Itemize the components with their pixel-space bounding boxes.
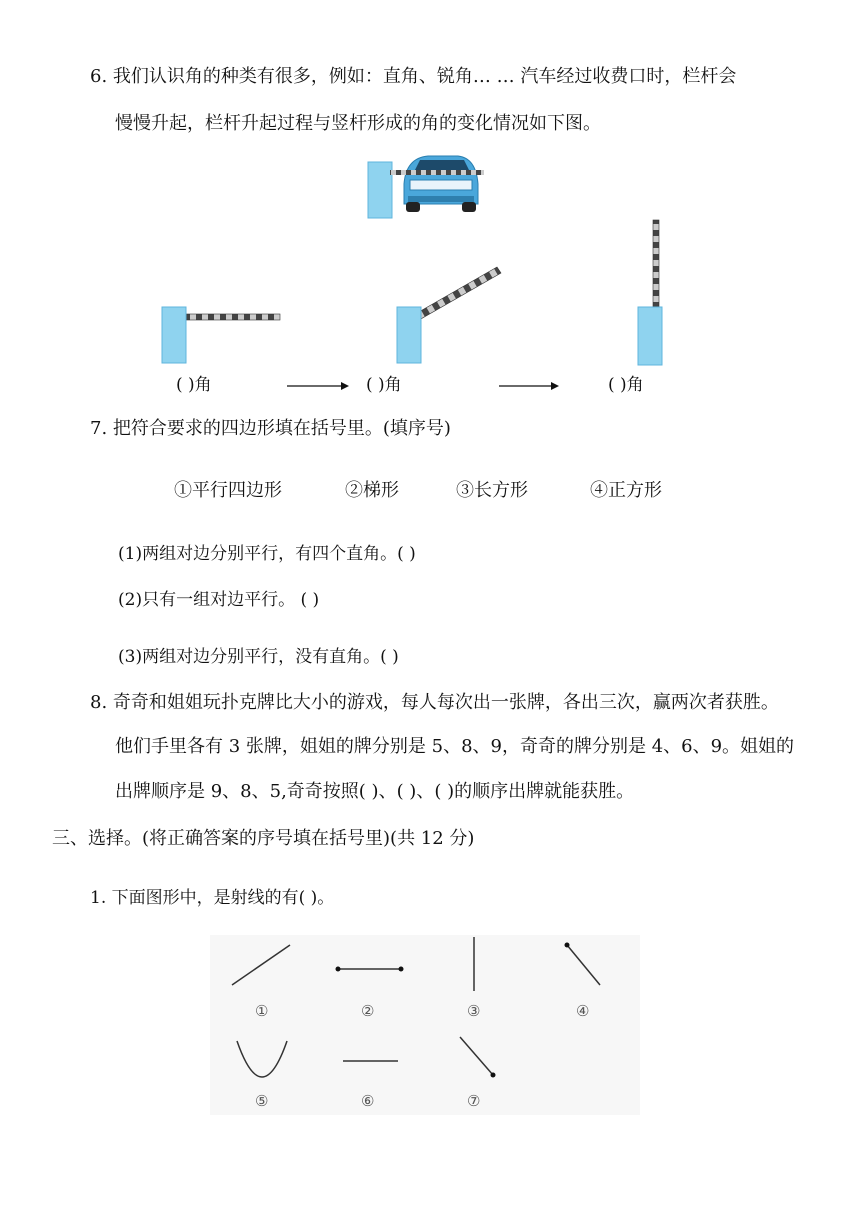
q6-line1: 6. 我们认识角的种类有很多，例如：直角、锐角… … 汽车经过收费口时，栏杆会 bbox=[90, 66, 737, 87]
q7-option-4: ④正方形 bbox=[590, 480, 662, 501]
barrier-vertical bbox=[636, 218, 676, 368]
ray-figures bbox=[210, 935, 640, 1115]
post-2 bbox=[397, 307, 421, 363]
q7-line1: 7. 把符合要求的四边形填在括号里。(填序号) bbox=[90, 418, 451, 439]
gate-post bbox=[368, 162, 392, 218]
figure-label-1: ① bbox=[255, 1002, 269, 1020]
q6-line2: 慢慢升起，栏杆升起过程与竖杆形成的角的变化情况如下图。 bbox=[115, 113, 601, 134]
car-icon bbox=[404, 156, 478, 212]
figure-label-7: ⑦ bbox=[467, 1092, 481, 1110]
car-gate-illustration bbox=[366, 150, 486, 220]
post-1 bbox=[162, 307, 186, 363]
figure-label-2: ② bbox=[361, 1002, 375, 1020]
arrow-1 bbox=[287, 380, 349, 392]
q7-option-2: ②梯形 bbox=[345, 480, 399, 501]
section3-q1: 1. 下面图形中，是射线的有( )。 bbox=[90, 888, 335, 908]
arrow-2 bbox=[499, 380, 559, 392]
q7-option-1: ①平行四边形 bbox=[174, 480, 282, 501]
q8-line2: 他们手里各有 3 张牌，姐姐的牌分别是 5、8、9，奇奇的牌分别是 4、6、9。姐姐的 bbox=[115, 736, 795, 757]
q7-sub3: (3)两组对边分别平行，没有直角。( ) bbox=[118, 647, 399, 667]
post-3 bbox=[638, 307, 662, 365]
barrier-horizontal bbox=[160, 305, 290, 365]
angle-blank-3: ( )角 bbox=[608, 375, 644, 395]
barrier-raised bbox=[395, 265, 505, 365]
q8-line1: 8. 奇奇和姐姐玩扑克牌比大小的游戏，每人每次出一张牌，各出三次，赢两次者获胜。 bbox=[90, 692, 779, 713]
figure-label-5: ⑤ bbox=[255, 1092, 269, 1110]
figure-label-4: ④ bbox=[576, 1002, 590, 1020]
figure-label-6: ⑥ bbox=[361, 1092, 375, 1110]
angle-blank-1: ( )角 bbox=[176, 375, 212, 395]
q8-line3: 出牌顺序是 9、8、5,奇奇按照( )、( )、( )的顺序出牌就能获胜。 bbox=[115, 781, 635, 802]
gate-barrier bbox=[390, 170, 484, 175]
q7-sub1: (1)两组对边分别平行，有四个直角。( ) bbox=[118, 544, 416, 564]
q7-option-3: ③长方形 bbox=[456, 480, 528, 501]
angle-blank-2: ( )角 bbox=[366, 375, 402, 395]
section3-title: 三、选择。(将正确答案的序号填在括号里)(共 12 分) bbox=[52, 828, 475, 849]
q7-sub2: (2)只有一组对边平行。 ( ) bbox=[118, 590, 320, 610]
figure-label-3: ③ bbox=[467, 1002, 481, 1020]
